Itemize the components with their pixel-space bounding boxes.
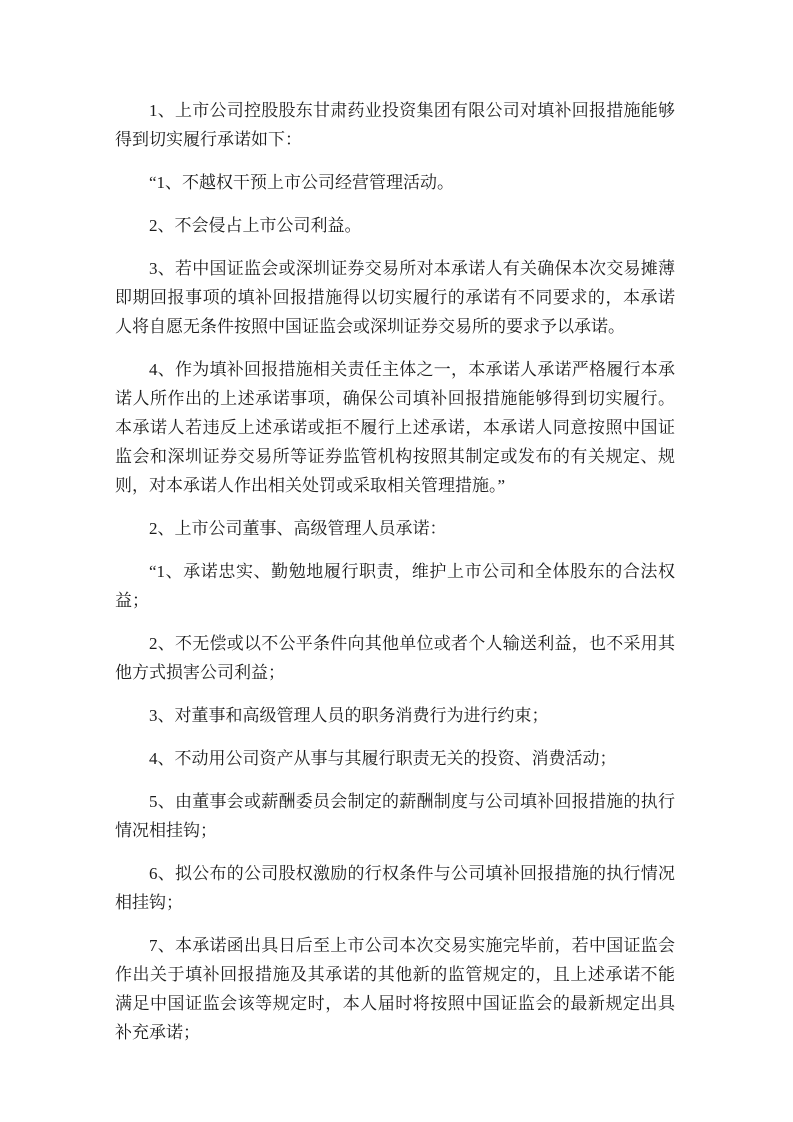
paragraph: 3、对董事和高级管理人员的职务消费行为进行约束； (149, 706, 549, 725)
paragraph: “1、承诺忠实、勤勉地履行职责，维护上市公司和全体股东的合法权益； (115, 562, 675, 610)
paragraph: 2、不无偿或以不公平条件向其他单位或者个人输送利益，也不采用其他方式损害公司利益； (115, 634, 675, 682)
paragraph: 6、拟公布的公司股权激励的行权条件与公司填补回报措施的执行情况相挂钩； (115, 864, 675, 912)
paragraph: 4、作为填补回报措施相关责任主体之一，本承诺人承诺严格履行本承诺人所作出的上述承诺事项，确保公司填补回报措施能够得到切实履行。本承诺人若违反上述承诺或拒不履行上述承诺，本承诺人同意按照中国证监会和深圳证券交易所等证券监管机构按照其制定或发布的有关规定、规则，对本承诺人作出相关处罚或采取相关管理措施。” (115, 360, 675, 495)
paragraph: “1、不越权干预上市公司经营管理活动。 (149, 173, 455, 192)
paragraph: 5、由董事会或薪酬委员会制定的薪酬制度与公司填补回报措施的执行情况相挂钩； (115, 792, 675, 840)
paragraph: 2、上市公司董事、高级管理人员承诺： (149, 519, 447, 538)
paragraph: 2、不会侵占上市公司利益。 (149, 216, 362, 235)
paragraph: 1、上市公司控股股东甘肃药业投资集团有限公司对填补回报措施能够得到切实履行承诺如下： (115, 101, 675, 149)
paragraph: 7、本承诺函出具日后至上市公司本次交易实施完毕前，若中国证监会作出关于填补回报措施及其承诺的其他新的监管规定的，且上述承诺不能满足中国证监会该等规定时，本人届时将按照中国证监会的最新规定出具补充承诺； (115, 936, 675, 1042)
paragraph: 3、若中国证监会或深圳证券交易所对本承诺人有关确保本次交易摊薄即期回报事项的填补回报措施得以切实履行的承诺有不同要求的，本承诺人将自愿无条件按照中国证监会或深圳证券交易所的要求予以承诺。 (115, 259, 675, 336)
paragraph: 4、不动用公司资产从事与其履行职责无关的投资、消费活动； (149, 749, 617, 768)
